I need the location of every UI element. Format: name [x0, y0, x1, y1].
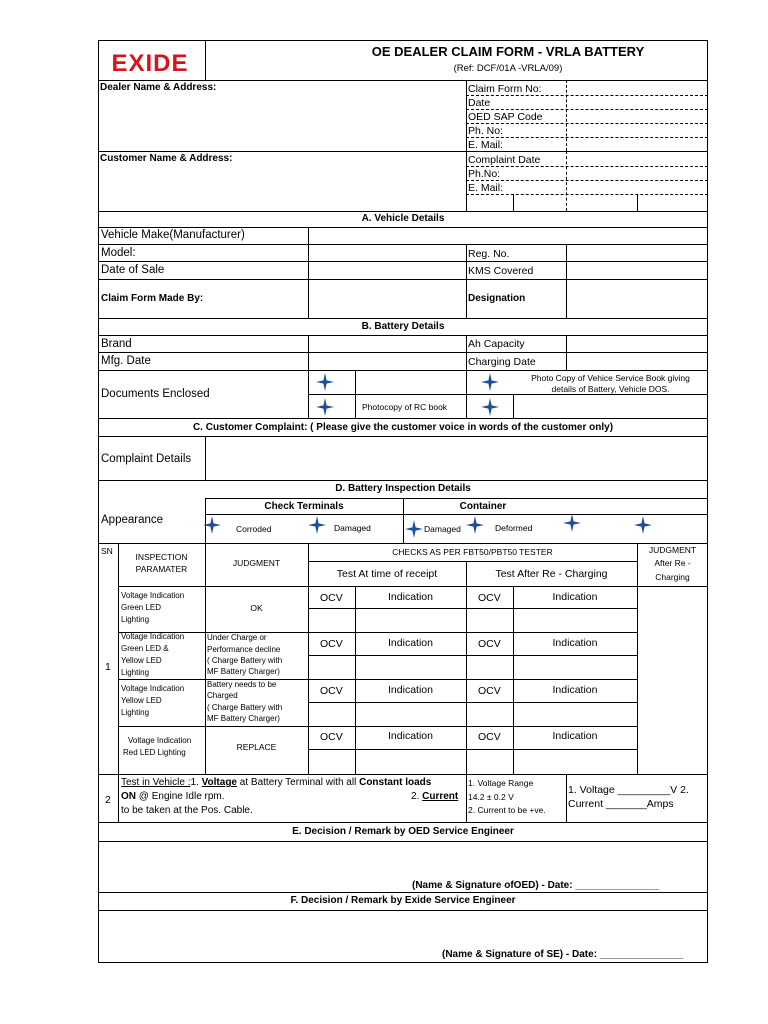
row3-judgment-3: ( Charge Battery with — [207, 703, 283, 712]
current-entry[interactable]: Current _______Amps — [568, 798, 674, 810]
deformed-checkbox-icon[interactable] — [466, 516, 484, 534]
kms-label: KMS Covered — [468, 265, 534, 277]
vehicle-test-current: 2. Current — [411, 791, 459, 802]
row3-param-3: Lighting — [121, 708, 150, 717]
row2-judgment-4: MF Battery Charger) — [207, 667, 280, 676]
reg-no-label: Reg. No. — [468, 248, 510, 260]
row4-indication-1: Indication — [388, 730, 433, 742]
form-title: OE DEALER CLAIM FORM - VRLA BATTERY — [371, 44, 645, 59]
judgment-label: JUDGMENT — [232, 558, 281, 568]
row2-judgment-3: ( Charge Battery with — [207, 656, 283, 665]
damaged-terminal-checkbox-icon[interactable] — [308, 516, 326, 534]
container-checkbox-5-icon[interactable] — [563, 514, 581, 532]
complaint-details-label: Complaint Details — [101, 453, 192, 465]
form-ref: (Ref: DCF/01A -VRLA/09) — [453, 63, 563, 74]
row4-ocv-2: OCV — [478, 731, 501, 743]
row3-indication-1: Indication — [388, 684, 433, 696]
row1-indication-2: Indication — [552, 591, 598, 603]
checks-label: CHECKS AS PER FBT50/PBT50 TESTER — [392, 547, 553, 557]
judgment-after-2: After Re - — [654, 558, 691, 568]
service-book-text-2: details of Battery, Vehicle DOS. — [551, 384, 670, 394]
rc-book-checkbox-icon[interactable] — [316, 373, 334, 391]
claim-made-by-label: Claim Form Made By: — [101, 293, 204, 304]
test-after-label: Test After Re - Charging — [495, 568, 608, 580]
row3-param-2: Yellow LED — [121, 696, 162, 705]
row2-judgment-1: Under Charge or — [207, 633, 267, 642]
damaged-container-checkbox-icon[interactable] — [405, 520, 423, 538]
other-doc-checkbox-icon[interactable] — [481, 398, 499, 416]
rc-book-text: Photocopy of RC book — [362, 402, 448, 412]
sn-2: 2 — [105, 794, 111, 806]
vehicle-heading: A. Vehicle Details — [361, 213, 445, 224]
service-book-text-1: Photo Copy of Vehice Service Book giving — [531, 373, 690, 383]
oed-signature-line[interactable]: (Name & Signature ofOED) - Date: _______________ — [412, 880, 659, 891]
inspection-heading: D. Battery Inspection Details — [335, 483, 471, 494]
row3-indication-2: Indication — [552, 684, 598, 696]
exide-logo — [104, 49, 196, 77]
date-label: Date — [468, 97, 491, 109]
sn-1: 1 — [105, 661, 111, 673]
param-label-2: PARAMATER — [135, 564, 188, 574]
row2-param-2: Green LED & — [121, 644, 169, 653]
model-label: Model: — [101, 247, 136, 259]
judgment-after-1: JUDGMENT — [648, 545, 697, 555]
row4-param-1: Voltage Indication — [128, 736, 192, 745]
row3-judgment-2: Charged — [207, 691, 238, 700]
row1-param-2: Green LED — [121, 603, 162, 612]
complaint-heading: C. Customer Complaint: ( Please give the customer voice in words of the customer only) — [192, 422, 614, 433]
damaged-container-label: Damaged — [424, 524, 461, 534]
container-checkbox-6-icon[interactable] — [634, 516, 652, 534]
damaged-terminal-label: Damaged — [334, 523, 371, 533]
vehicle-make-label: Vehicle Make(Manufacturer) — [101, 229, 245, 241]
row1-param-1: Voltage Indication — [121, 591, 185, 600]
row1-param-3: Lighting — [121, 615, 150, 624]
judgment-after-3: Charging — [655, 572, 690, 582]
row3-ocv-2: OCV — [478, 685, 501, 697]
service-book-checkbox-icon[interactable] — [481, 373, 499, 391]
row1-judgment: OK — [250, 603, 263, 613]
current-positive-note: 2. Current to be +ve. — [468, 805, 546, 815]
customer-email-label: E. Mail: — [468, 182, 504, 194]
check-terminals-label: Check Terminals — [264, 501, 344, 512]
row1-indication-1: Indication — [388, 591, 433, 603]
claim-form-no-label: Claim Form No: — [468, 83, 542, 95]
charging-date-label: Charging Date — [468, 356, 536, 368]
row4-indication-2: Indication — [552, 730, 598, 742]
corroded-checkbox-icon[interactable] — [203, 516, 221, 534]
ah-capacity-label: Ah Capacity — [468, 338, 525, 350]
customer-phone-label: Ph.No: — [468, 168, 501, 180]
row1-ocv-2: OCV — [478, 592, 501, 604]
mfg-date-label: Mfg. Date — [101, 355, 151, 367]
test-receipt-label: Test At time of receipt — [336, 568, 438, 580]
row3-ocv-1: OCV — [320, 685, 343, 697]
sn-label: SN — [101, 546, 113, 556]
row3-judgment-4: MF Battery Charger) — [207, 714, 280, 723]
complaint-date-label: Complaint Date — [468, 154, 541, 166]
deformed-label: Deformed — [495, 523, 533, 533]
voltage-range-label: 1. Voltage Range — [468, 778, 534, 788]
voltage-entry[interactable]: 1. Voltage _________V 2. — [568, 784, 689, 796]
row2-param-3: Yellow LED — [121, 656, 162, 665]
container-label: Container — [459, 501, 507, 512]
date-of-sale-label: Date of Sale — [101, 264, 165, 276]
vehicle-test-line-1: Test in Vehicle :1. Voltage at Battery Terminal with all Constant loads — [121, 777, 432, 788]
row2-param-4: Lighting — [121, 668, 150, 677]
voltage-range-value: 14.2 ± 0.2 V — [468, 792, 514, 802]
vehicle-test-line-2: ON @ Engine Idle rpm. — [121, 791, 225, 802]
row4-param-2: Red LED Lighting — [123, 748, 186, 757]
row2-ocv-2: OCV — [478, 638, 501, 650]
vehicle-test-line-3: to be taken at the Pos. Cable. — [121, 805, 253, 816]
se-signature-line[interactable]: (Name & Signature of SE) - Date: _______________ — [442, 949, 684, 960]
row1-ocv-1: OCV — [320, 592, 343, 604]
row3-param-1: Voltage Indication — [121, 684, 185, 693]
row3-judgment-1: Battery needs to be — [207, 680, 277, 689]
customer-label: Customer Name & Address: — [100, 153, 233, 164]
row4-ocv-1: OCV — [320, 731, 343, 743]
row2-indication-2: Indication — [552, 637, 598, 649]
row2-judgment-2: Performance decline — [207, 645, 281, 654]
dealer-email-label: E. Mail: — [468, 139, 504, 151]
dealer-phone-label: Ph. No: — [468, 125, 504, 137]
oed-sap-code-label: OED SAP Code — [468, 111, 543, 123]
row4-judgment: REPLACE — [236, 742, 277, 752]
row2-param-1: Voltage Indication — [121, 632, 185, 641]
corroded-label: Corroded — [236, 524, 272, 534]
designation-label: Designation — [468, 293, 526, 304]
appearance-label: Appearance — [101, 514, 164, 526]
decision-oed-heading: E. Decision / Remark by OED Service Engineer — [292, 826, 514, 837]
dealer-label: Dealer Name & Address: — [100, 82, 217, 93]
documents-label: Documents Enclosed — [101, 388, 210, 400]
decision-se-heading: F. Decision / Remark by Exide Service Engineer — [290, 895, 516, 906]
row2-indication-1: Indication — [388, 637, 433, 649]
param-label-1: INSPECTION — [135, 552, 188, 562]
brand-label: Brand — [101, 338, 132, 350]
row2-ocv-1: OCV — [320, 638, 343, 650]
battery-heading: B. Battery Details — [361, 321, 445, 332]
rc-photocopy-checkbox-icon[interactable] — [316, 398, 334, 416]
exide-logo-text: EXIDE — [111, 50, 189, 77]
